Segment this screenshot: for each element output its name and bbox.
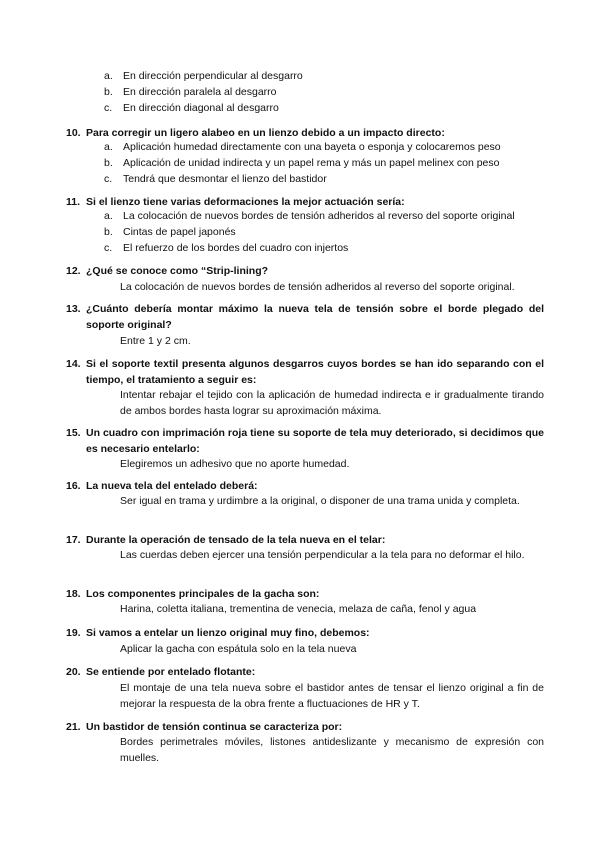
question-19: 19. Si vamos a entelar un lienzo original muy fino, debemos: bbox=[66, 627, 370, 639]
answer-17: Las cuerdas deben ejercer una tensión perpendicular a la tela para no deformar el hilo. bbox=[120, 549, 525, 561]
question-20: 20. Se entiende por entelado flotante: bbox=[66, 666, 256, 678]
answer-18: Harina, coletta italiana, trementina de venecia, melaza de caña, fenol y agua bbox=[120, 603, 477, 615]
answer-19: Aplicar la gacha con espátula solo en la tela nueva bbox=[120, 643, 357, 655]
question-11: 11. Si el lienzo tiene varias deformaciones la mejor actuación sería: bbox=[66, 196, 405, 208]
option-item: b. Aplicación de unidad indirecta y un papel rema y más un papel melinex con peso bbox=[104, 157, 500, 169]
answer-12: La colocación de nuevos bordes de tensión adheridos al reverso del soporte original. bbox=[120, 281, 515, 293]
option-item: b. Cintas de papel japonés bbox=[104, 226, 236, 238]
question-14: 14. Si el soporte textil presenta algunos desgarros cuyos bordes se han ido separando con el tiempo, el tratamiento a seguir es: bbox=[66, 358, 544, 386]
question-17: 17. Durante la operación de tensado de la tela nueva en el telar: bbox=[66, 534, 386, 546]
question-13: 13. ¿Cuánto debería montar máximo la nueva tela de tensión sobre el borde plegado del soporte original? bbox=[66, 303, 544, 331]
option-item: c. El refuerzo de los bordes del cuadro con injertos bbox=[104, 242, 349, 254]
option-item: c. En dirección diagonal al desgarro bbox=[104, 102, 279, 114]
option-item: c. Tendrá que desmontar el lienzo del bastidor bbox=[104, 173, 327, 185]
answer-15: Elegiremos un adhesivo que no aporte humedad. bbox=[120, 458, 350, 470]
question-16: 16. La nueva tela del entelado deberá: bbox=[66, 480, 258, 492]
option-item: a. La colocación de nuevos bordes de tensión adheridos al reverso del soporte original bbox=[104, 210, 515, 222]
question-21: 21. Un bastidor de tensión continua se caracteriza por: bbox=[66, 721, 343, 733]
answer-13: Entre 1 y 2 cm. bbox=[120, 335, 191, 347]
question-15: 15. Un cuadro con imprimación roja tiene su soporte de tela muy deteriorado, si decidimos que es necesario entelarlo: bbox=[66, 427, 544, 455]
answer-14: Intentar rebajar el tejido con la aplicación de humedad indirecta e ir gradualmente tirando de ambos bordes hasta lograr su aproximación máxima. bbox=[120, 389, 544, 417]
answer-21: Bordes perimetrales móviles, listones antideslizante y mecanismo de expresión con muelles. bbox=[120, 736, 544, 764]
question-12: 12. ¿Qué se conoce como “Strip-lining? bbox=[66, 265, 269, 277]
option-item: b. En dirección paralela al desgarro bbox=[104, 86, 277, 98]
option-item: a. Aplicación humedad directamente con una bayeta o esponja y colocaremos peso bbox=[104, 141, 501, 153]
question-18: 18. Los componentes principales de la gacha son: bbox=[66, 588, 320, 600]
answer-20: El montaje de una tela nueva sobre el bastidor antes de tensar el lienzo original a fin de mejorar la respuesta de la obra frente a fluctuaciones de HR y T. bbox=[120, 682, 544, 710]
question-10: 10. Para corregir un ligero alabeo en un lienzo debido a un impacto directo: bbox=[66, 127, 445, 139]
option-item: a. En dirección perpendicular al desgarro bbox=[104, 70, 303, 82]
answer-16: Ser igual en trama y urdimbre a la original, o disponer de una trama unida y completa. bbox=[120, 495, 520, 507]
